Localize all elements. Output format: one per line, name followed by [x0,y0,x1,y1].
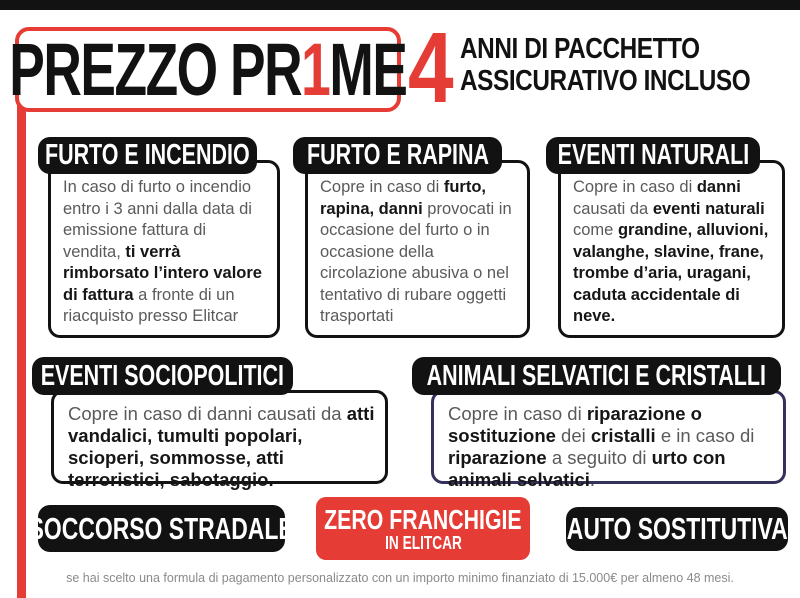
brand-title-box [9,27,407,112]
card-title-badge [546,137,760,174]
card-body-text: In caso di furto o incendio entro i 3 anni dalla data di emissione fattura di vendita, ti verrà rimborsato l’intero valore di fattura a fronte di un riacquisto presso Elitcar [48,160,280,338]
card-body-text: Copre in caso di danni causati da eventi naturali come grandine, alluvioni, valanghe, slavine, frane, trombe d’aria, uragani, caduta accidentale di neve. [558,160,785,338]
card-body-text: Copre in caso di riparazione o sostituzione dei cristalli e in caso di riparazione a seguito di urto con animali selvatici. [431,390,786,484]
badge-zero-franchigie [316,497,530,560]
badge-label: SOCCORSO STRADALE [28,510,295,546]
card-body-text: Copre in caso di danni causati da atti vandalici, tumulti popolari, scioperi, sommosse, atti terroristici, sabotaggio. [51,390,388,484]
card-title: FURTO E RAPINA [306,139,489,171]
brand-title-suffix: ME [329,27,407,111]
card-title: EVENTI SOCIOPOLITICI [40,359,285,392]
header-subtitle [460,33,800,97]
card-title: ANIMALI SELVATICI E CRISTALLI [426,359,767,392]
badge-label-line1: ZERO FRANCHIGIE [324,503,522,535]
finance-terms-note: se hai scelto una formula di pagamento personalizzato con un importo minimo finanziato di 15.000€ per almeno 48 mesi. [66,571,734,585]
red-accent-stripe [17,100,26,598]
card-body-text: Copre in caso di furto, rapina, danni provocati in occasione del furto o in occasione della circolazione abusiva o nel tentativo di rubare oggetti trasportati [305,160,530,338]
card-title-badge [412,357,781,395]
badge-label: AUTO SOSTITUTIVA [566,511,788,546]
card-title-badge [32,357,293,395]
brand-title [9,27,407,111]
years-count: 4 [408,12,454,124]
card-title-badge [293,137,502,174]
brand-title-prefix: PREZZO PR [9,27,302,111]
badge-auto-sostitutiva [566,507,788,551]
card-title-badge [38,137,257,174]
card-title: EVENTI NATURALI [557,139,749,171]
subtitle-line-2: ASSICURATIVO INCLUSO [460,65,751,97]
badge-label-line2: IN ELITCAR [384,532,462,553]
brand-title-one: 1 [301,27,330,111]
subtitle-line-1: ANNI DI PACCHETTO [460,33,700,65]
badge-soccorso-stradale [28,505,295,552]
card-title: FURTO E INCENDIO [45,139,250,171]
top-black-bar [0,0,800,10]
